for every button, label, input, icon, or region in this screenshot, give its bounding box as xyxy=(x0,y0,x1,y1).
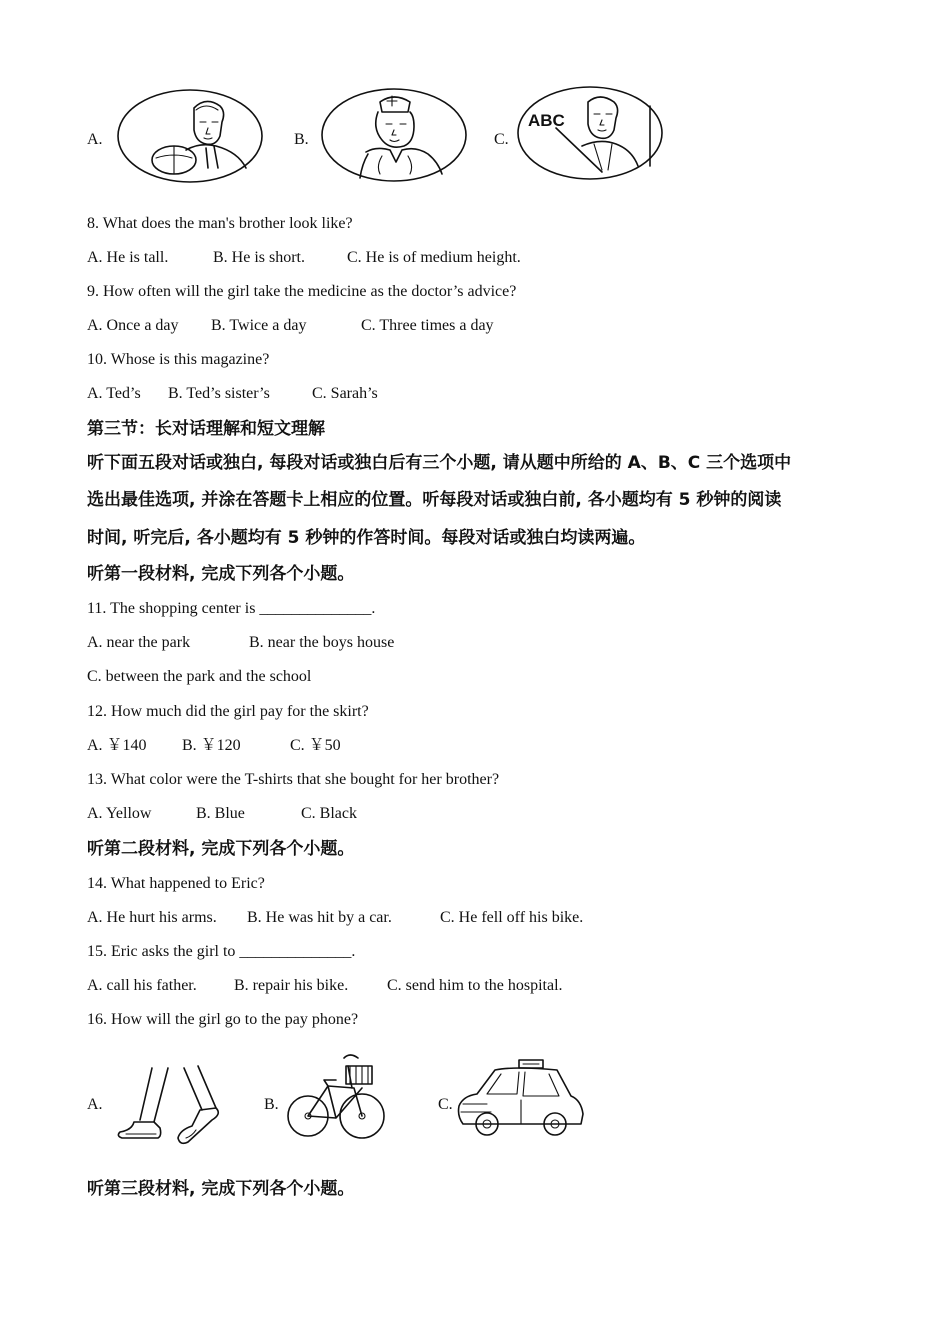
q15-question: 15. Eric asks the girl to ______________. xyxy=(87,943,356,960)
q12-option-a[interactable]: A. ￥140 xyxy=(87,737,147,754)
q10-question: 10. Whose is this magazine? xyxy=(87,351,270,368)
walking-legs-icon xyxy=(114,1064,222,1146)
q12-question: 12. How much did the girl pay for the skirt? xyxy=(87,703,369,720)
q15-option-a[interactable]: A. call his father. xyxy=(87,977,197,994)
q7-option-a-label: A. xyxy=(87,131,103,148)
q10-option-c[interactable]: C. Sarah’s xyxy=(312,385,378,402)
q9-question: 9. How often will the girl take the medicine as the doctor’s advice? xyxy=(87,283,517,300)
q8-option-c[interactable]: C. He is of medium height. xyxy=(347,249,521,266)
section3-instructions-line-3: 时间, 听完后, 各小题均有 5 秒钟的作答时间。每段对话或独白均读两遍。 xyxy=(87,528,646,548)
q15-options xyxy=(87,976,563,996)
q16-question: 16. How will the girl go to the pay phone? xyxy=(87,1011,359,1028)
q12-option-b[interactable]: B. ￥120 xyxy=(182,737,241,754)
q14-option-a[interactable]: A. He hurt his arms. xyxy=(87,909,217,926)
q16-option-b-label: B. xyxy=(264,1096,279,1113)
q14-question: 14. What happened to Eric? xyxy=(87,875,265,892)
q11-option-a[interactable]: A. near the park xyxy=(87,634,191,651)
bicycle-icon xyxy=(284,1050,386,1146)
q7-option-b-label: B. xyxy=(294,131,309,148)
blackboard-text: ABC xyxy=(528,111,565,130)
q9-option-b[interactable]: B. Twice a day xyxy=(211,317,307,334)
q10-options xyxy=(87,384,378,404)
q12-option-c[interactable]: C. ￥50 xyxy=(290,737,341,754)
q9-option-a[interactable]: A. Once a day xyxy=(87,317,179,334)
driver-icon xyxy=(116,88,264,184)
q13-option-a[interactable]: A. Yellow xyxy=(87,805,152,822)
q12-options xyxy=(87,736,341,756)
q8-option-b[interactable]: B. He is short. xyxy=(213,249,305,266)
section3-instructions-line-1: 听下面五段对话或独白, 每段对话或独白后有三个小题, 请从题中所给的 A、B、C 三个选项中 xyxy=(87,453,792,473)
q13-option-b[interactable]: B. Blue xyxy=(196,805,245,822)
part2-title: 听第二段材料, 完成下列各个小题。 xyxy=(87,839,355,859)
q15-option-c[interactable]: C. send him to the hospital. xyxy=(387,977,563,994)
q8-question: 8. What does the man's brother look like? xyxy=(87,215,353,232)
part3-title: 听第三段材料, 完成下列各个小题。 xyxy=(87,1179,355,1199)
q15-option-b[interactable]: B. repair his bike. xyxy=(234,977,349,994)
q11-option-b[interactable]: B. near the boys house xyxy=(249,634,395,651)
q10-option-a[interactable]: A. Ted’s xyxy=(87,385,141,402)
q13-question: 13. What color were the T-shirts that she bought for her brother? xyxy=(87,771,500,788)
section3-instructions-line-2: 选出最佳选项, 并涂在答题卡上相应的位置。听每段对话或独白前, 各小题均有 5 秒钟的阅读 xyxy=(87,490,782,510)
q13-option-c[interactable]: C. Black xyxy=(301,805,357,822)
q14-options xyxy=(87,908,584,928)
q11-question: 11. The shopping center is ______________. xyxy=(87,600,376,617)
q13-options xyxy=(87,804,357,824)
q16-option-c-label: C. xyxy=(438,1096,453,1113)
taxi-icon xyxy=(457,1056,585,1142)
q8-option-a[interactable]: A. He is tall. xyxy=(87,249,169,266)
q16-option-a-label: A. xyxy=(87,1096,103,1113)
q9-option-c[interactable]: C. Three times a day xyxy=(361,317,494,334)
q11-option-c[interactable]: C. between the park and the school xyxy=(87,668,312,685)
q10-option-b[interactable]: B. Ted’s sister’s xyxy=(168,385,270,402)
q14-option-b[interactable]: B. He was hit by a car. xyxy=(247,909,392,926)
q11-options-row1 xyxy=(87,633,395,653)
nurse-icon xyxy=(320,86,468,184)
section3-title: 第三节：长对话理解和短文理解 xyxy=(87,419,325,439)
teacher-icon xyxy=(516,84,664,182)
q14-option-c[interactable]: C. He fell off his bike. xyxy=(440,909,584,926)
q8-options xyxy=(87,248,521,268)
part1-title: 听第一段材料, 完成下列各个小题。 xyxy=(87,564,355,584)
q7-option-c-label: C. xyxy=(494,131,509,148)
q9-options xyxy=(87,316,494,336)
